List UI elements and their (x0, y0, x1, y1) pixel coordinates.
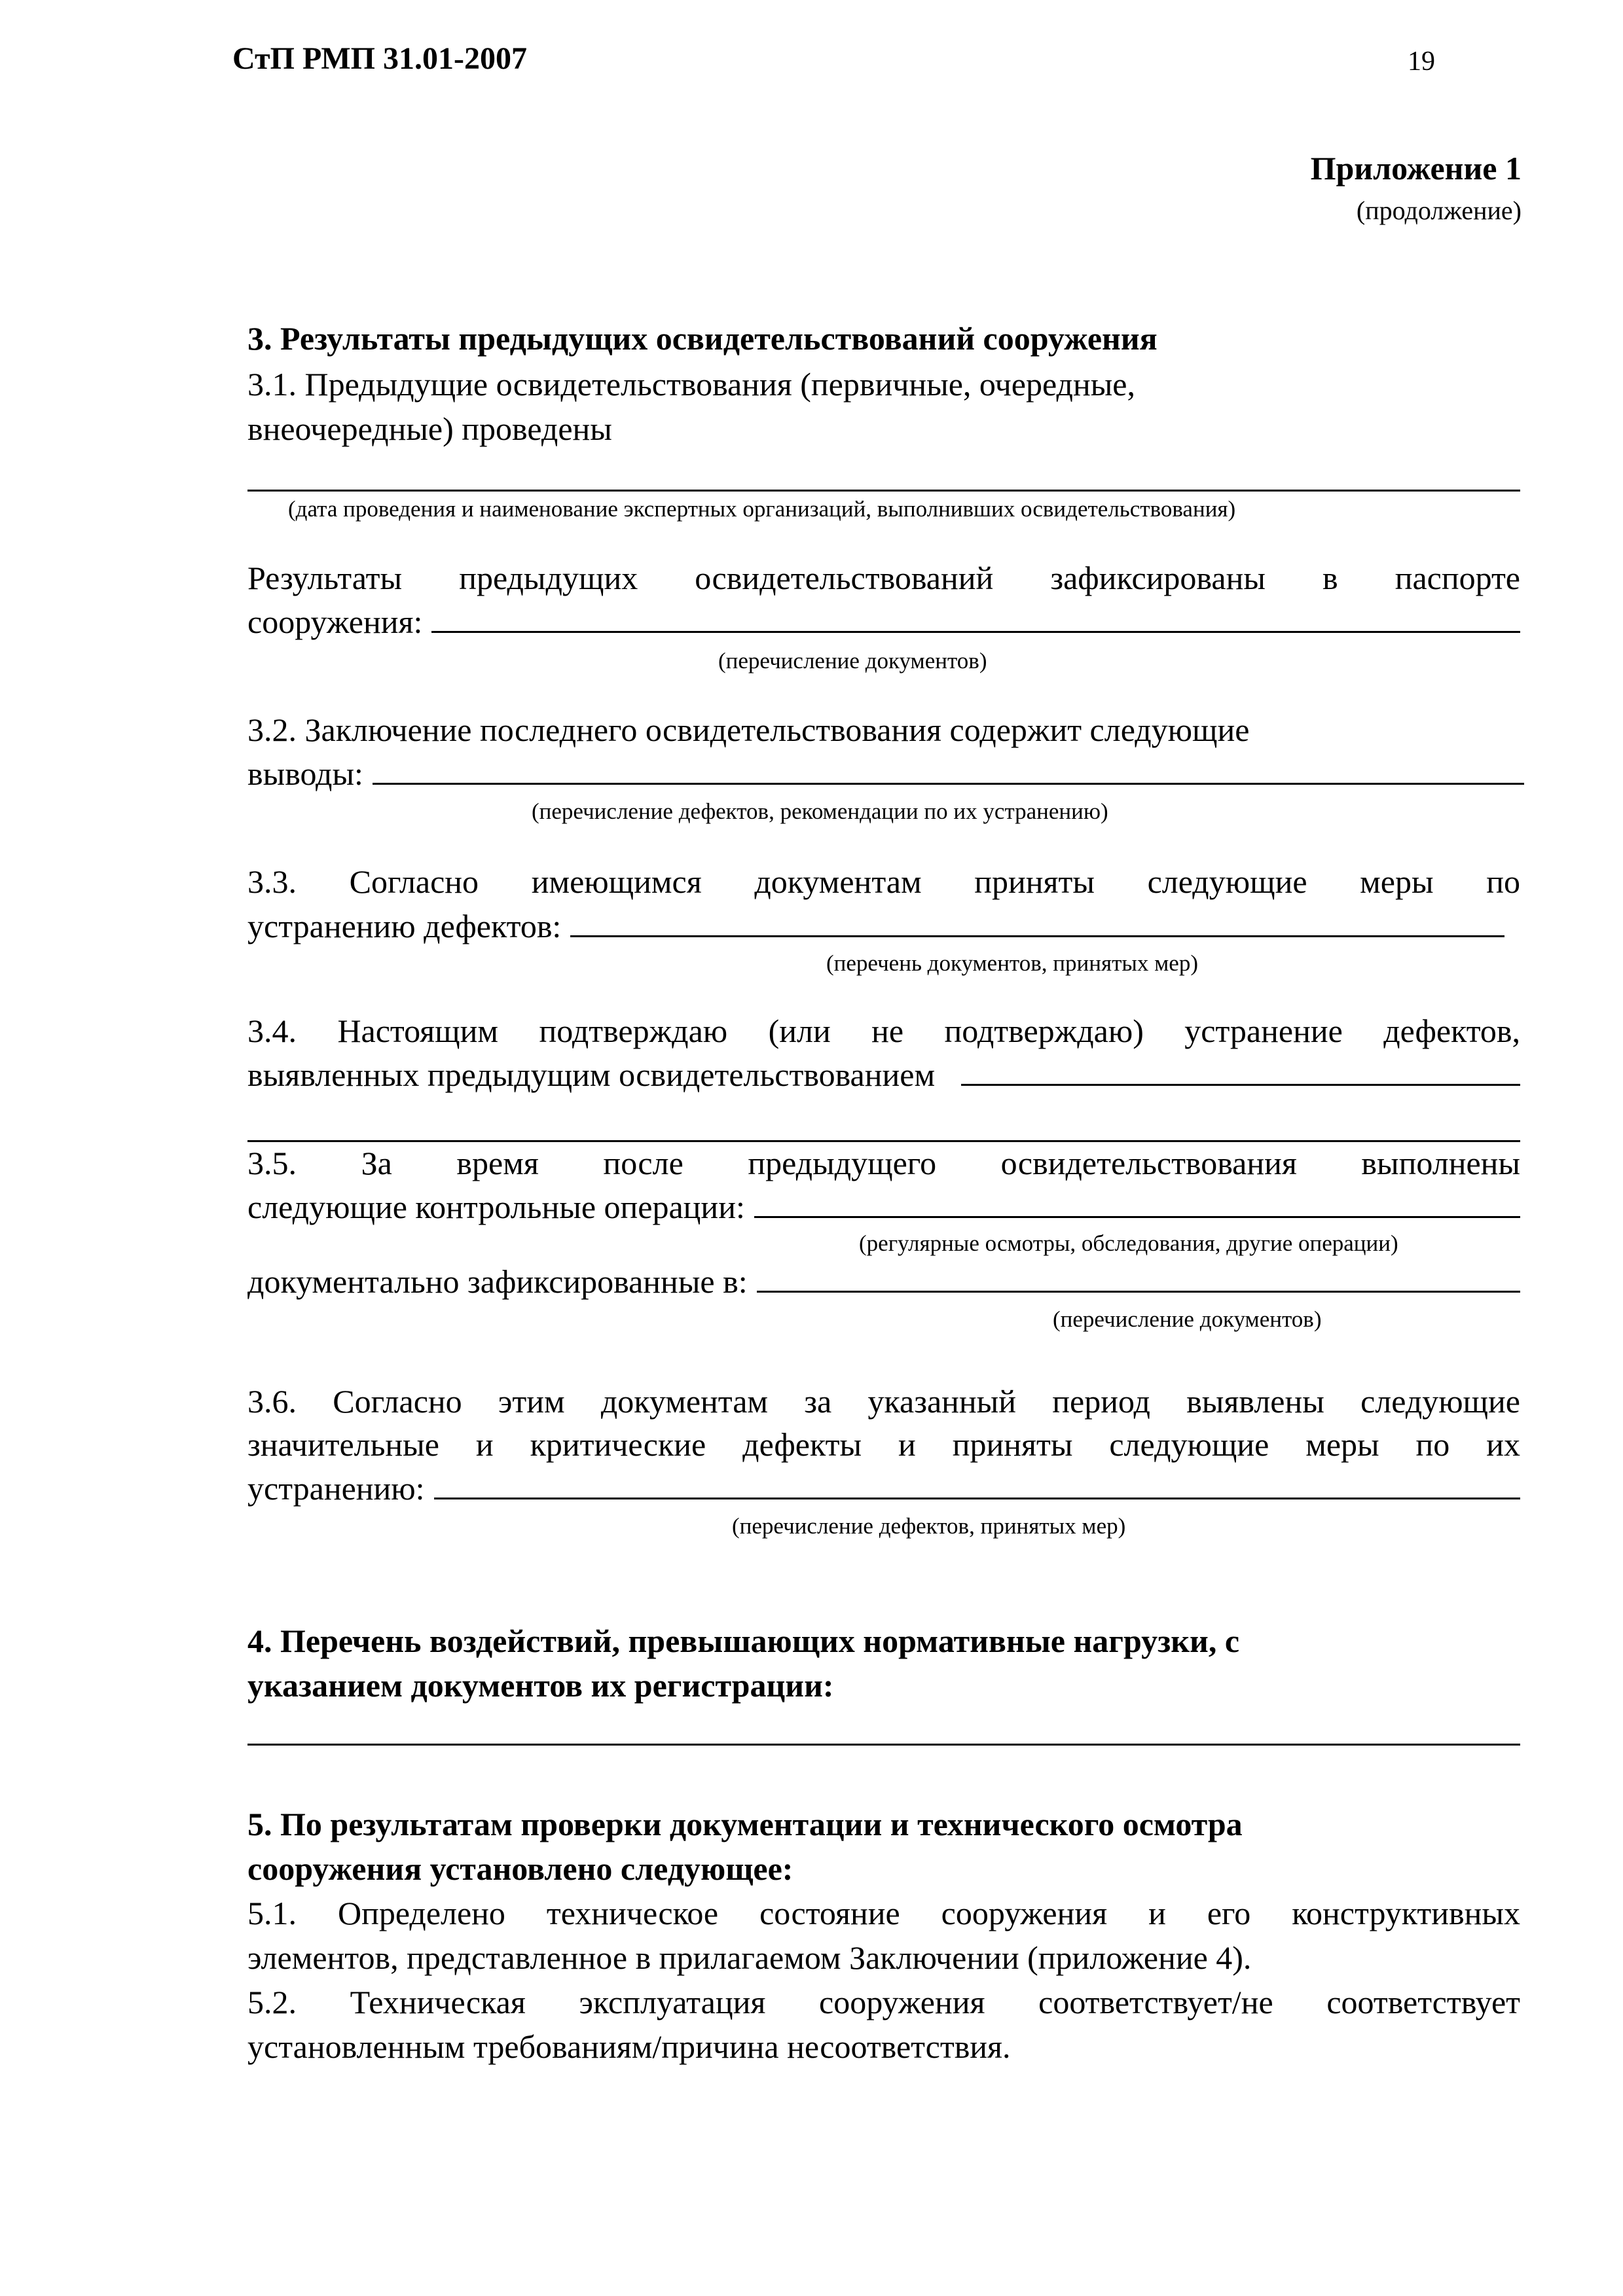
paragraph-5-1-line-2: элементов, представленное в прилагаемом Заключении (приложение 4). (247, 1939, 1252, 1976)
paragraph-3-1-line-1: 3.1. Предыдущие освидетельствования (первичные, очередные, (247, 366, 1135, 403)
results-row (247, 602, 1520, 641)
paragraph-5-2-line-2: установленным требованиям/причина несоответствия. (247, 2028, 1011, 2065)
caption-3-3: (перечень документов, принятых мер) (826, 950, 1198, 976)
document-code: СтП РМП 31.01-2007 (232, 41, 527, 76)
fill-line-results (431, 602, 1520, 633)
paragraph-5-1-line-1: 5.1. Определено техническое состояние сооружения и его конструктивных (247, 1895, 1520, 1931)
caption-3-5-operations: (регулярные осмотры, обследования, другие операции) (859, 1230, 1398, 1256)
fill-line-3-4a (961, 1055, 1520, 1086)
fill-line-3-3 (570, 906, 1504, 937)
paragraph-3-3-line-1: 3.3. Согласно имеющимся документам приняты следующие меры по (247, 863, 1520, 900)
paragraph-3-6-line-1: 3.6. Согласно этим документам за указанный период выявлены следующие (247, 1383, 1520, 1420)
fill-line-section-4 (247, 1744, 1520, 1746)
caption-3-2: (перечисление дефектов, рекомендации по их устранению) (532, 798, 1108, 824)
results-line-2: сооружения: (247, 603, 423, 640)
paragraph-3-5-row-1 (247, 1187, 1520, 1226)
fill-line-3-5a (754, 1187, 1520, 1218)
fill-line-3-5b (757, 1262, 1520, 1293)
page-number: 19 (1408, 46, 1435, 77)
paragraph-3-3-line-2: устранению дефектов: (247, 908, 562, 944)
fill-line-3-2 (373, 754, 1524, 785)
paragraph-3-4-line-2: выявленных предыдущим освидетельствованием (247, 1056, 936, 1093)
paragraph-3-6-row (247, 1469, 1520, 1507)
caption-3-5-documents: (перечисление документов) (1053, 1306, 1322, 1332)
paragraph-3-5-row-2 (247, 1262, 1520, 1300)
paragraph-3-4-line-1: 3.4. Настоящим подтверждаю (или не подтверждаю) устранение дефектов, (247, 1013, 1520, 1049)
paragraph-3-4-row (247, 1055, 1520, 1094)
appendix-title: Приложение 1 (1310, 150, 1522, 187)
section-5-heading-line-1: 5. По результатам проверки документации и технического осмотра (247, 1806, 1243, 1842)
paragraph-3-1-line-2: внеочередные) проведены (247, 410, 612, 447)
paragraph-5-2-line-1: 5.2. Техническая эксплуатация сооружения соответствует/не соответствует (247, 1984, 1520, 2020)
fill-line-3-6 (434, 1469, 1520, 1499)
caption-3-6: (перечисление дефектов, принятых мер) (732, 1513, 1126, 1539)
paragraph-3-2-line-1: 3.2. Заключение последнего освидетельствования содержит следующие (247, 711, 1250, 748)
fill-line-3-1 (247, 490, 1520, 492)
results-line-1: Результаты предыдущих освидетельствований зафиксированы в паспорте (247, 560, 1520, 596)
section-4-heading-line-2: указанием документов их регистрации: (247, 1667, 834, 1704)
fill-line-3-4b (247, 1140, 1520, 1142)
paragraph-3-5-line-2: следующие контрольные операции: (247, 1189, 745, 1225)
paragraph-3-2-line-2: выводы: (247, 755, 363, 792)
section-4-heading-line-1: 4. Перечень воздействий, превышающих нормативные нагрузки, с (247, 1623, 1240, 1659)
appendix-subtitle: (продолжение) (1356, 196, 1522, 225)
caption-results: (перечисление документов) (718, 648, 987, 673)
paragraph-3-6-line-2: значительные и критические дефекты и приняты следующие меры по их (247, 1426, 1520, 1463)
caption-3-1: (дата проведения и наименование экспертных организаций, выполнивших освидетельствования) (288, 496, 1236, 522)
section-3-heading: 3. Результаты предыдущих освидетельствований сооружения (247, 320, 1158, 357)
paragraph-3-3-row (247, 906, 1504, 945)
paragraph-3-5-line-3: документально зафиксированные в: (247, 1263, 748, 1300)
section-5-heading-line-2: сооружения установлено следующее: (247, 1850, 793, 1887)
paragraph-3-5-line-1: 3.5. За время после предыдущего освидетельствования выполнены (247, 1145, 1520, 1181)
paragraph-3-6-line-3: устранению: (247, 1470, 425, 1507)
paragraph-3-2-row (247, 754, 1524, 793)
